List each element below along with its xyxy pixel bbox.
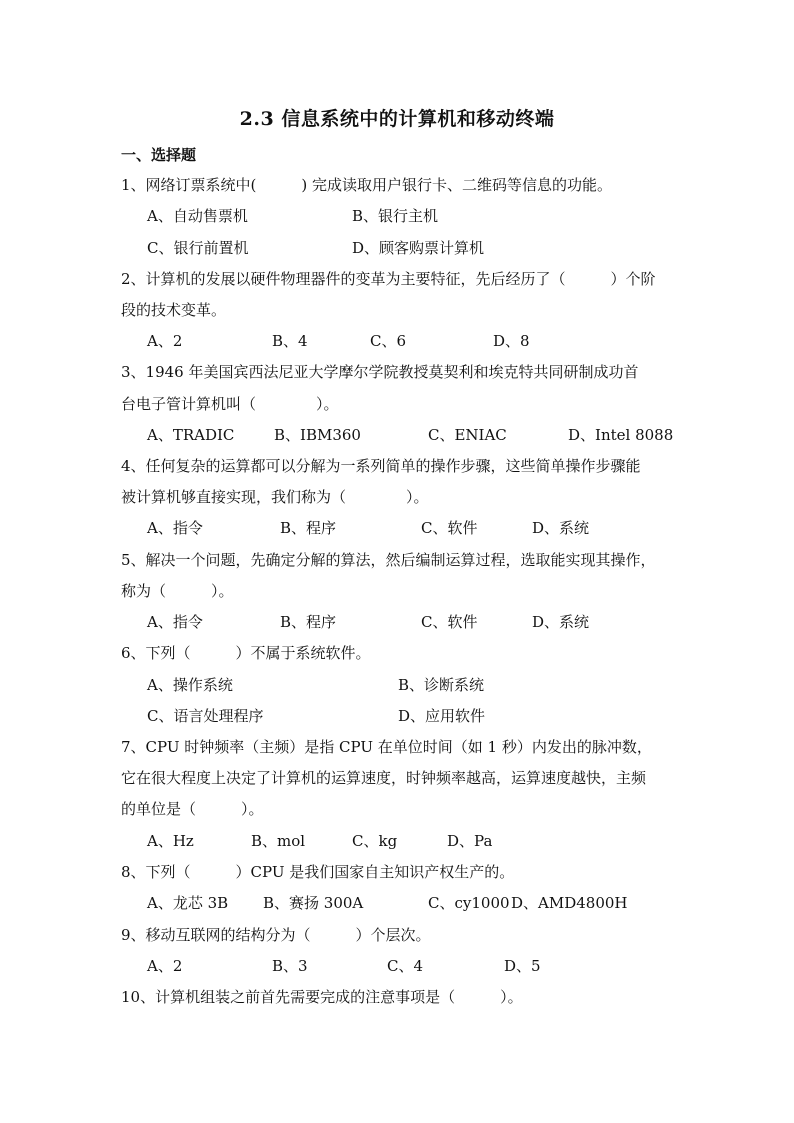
question-1-option-c: C、银行前置机 <box>147 239 249 257</box>
question-8-option-b: B、赛扬 300A <box>263 894 364 912</box>
question-6-option-c: C、语言处理程序 <box>147 707 264 725</box>
question-7-option-b: B、mol <box>251 832 306 850</box>
question-7-line-2: 它在很大程度上决定了计算机的运算速度，时钟频率越高，运算速度越快，主频 <box>121 769 647 787</box>
question-5-option-a: A、指令 <box>147 613 203 631</box>
question-7-option-d: D、Pa <box>447 832 493 850</box>
question-9-option-a: A、2 <box>147 957 183 975</box>
question-5-line-1: 5、解决一个问题，先确定分解的算法，然后编制运算过程，选取能实现其操作， <box>121 551 656 569</box>
question-9-option-b: B、3 <box>272 957 308 975</box>
question-1-option-b: B、银行主机 <box>352 207 439 225</box>
question-3-option-b: B、IBM360 <box>274 426 361 444</box>
question-2-option-b: B、4 <box>272 332 308 350</box>
question-10-line-1: 10、计算机组装之前首先需要完成的注意事项是（ ）。 <box>121 988 523 1006</box>
question-5-line-2: 称为（ ）。 <box>121 582 234 600</box>
question-2-option-c: C、6 <box>370 332 407 350</box>
question-7-option-c: C、kg <box>352 832 398 850</box>
question-4-line-2: 被计算机够直接实现，我们称为（ ）。 <box>121 488 429 506</box>
question-1-option-a: A、自动售票机 <box>147 207 248 225</box>
question-5-option-c: C、软件 <box>421 613 478 631</box>
question-2-line-1: 2、计算机的发展以硬件物理器件的变革为主要特征，先后经历了（ ）个阶 <box>121 270 656 288</box>
page-title: 2.3 信息系统中的计算机和移动终端 <box>239 108 555 130</box>
question-4-option-c: C、软件 <box>421 519 478 537</box>
question-8-option-a: A、龙芯 3B <box>147 894 229 912</box>
question-9-line-1: 9、移动互联网的结构分为（ ）个层次。 <box>121 926 431 944</box>
question-3-option-a: A、TRADIC <box>147 426 235 444</box>
question-5-option-b: B、程序 <box>280 613 337 631</box>
question-8-option-c: C、cy1000 <box>428 894 510 912</box>
question-7-option-a: A、Hz <box>147 832 194 850</box>
question-3-line-1: 3、1946 年美国宾西法尼亚大学摩尔学院教授莫契利和埃克特共同研制成功首 <box>121 363 639 381</box>
question-3-option-c: C、ENIAC <box>428 426 507 444</box>
question-4-line-1: 4、任何复杂的运算都可以分解为一系列简单的操作步骤，这些简单操作步骤能 <box>121 457 641 475</box>
question-9-option-d: D、5 <box>504 957 541 975</box>
question-2-option-a: A、2 <box>147 332 183 350</box>
question-3-line-2: 台电子管计算机叫（ ）。 <box>121 395 339 413</box>
question-8-option-d: D、AMD4800H <box>511 894 628 912</box>
question-8-line-1: 8、下列（ ）CPU 是我们国家自主知识产权生产的。 <box>121 863 515 881</box>
question-1-line-1: 1、网络订票系统中( ) 完成读取用户银行卡、二维码等信息的功能。 <box>121 176 613 194</box>
question-6-option-a: A、操作系统 <box>147 676 233 694</box>
question-1-option-d: D、顾客购票计算机 <box>352 239 485 257</box>
question-6-line-1: 6、下列（ ）不属于系统软件。 <box>121 644 371 662</box>
question-6-option-b: B、诊断系统 <box>398 676 485 694</box>
question-7-line-3: 的单位是（ ）。 <box>121 800 264 818</box>
question-4-option-a: A、指令 <box>147 519 203 537</box>
question-6-option-d: D、应用软件 <box>398 707 486 725</box>
question-2-option-d: D、8 <box>493 332 530 350</box>
question-4-option-d: D、系统 <box>532 519 590 537</box>
section-heading: 一、选择题 <box>121 146 197 164</box>
question-9-option-c: C、4 <box>387 957 424 975</box>
question-2-line-2: 段的技术变革。 <box>121 301 227 319</box>
question-4-option-b: B、程序 <box>280 519 337 537</box>
question-7-line-1: 7、CPU 时钟频率（主频）是指 CPU 在单位时间（如 1 秒）内发出的脉冲数， <box>121 738 652 756</box>
question-5-option-d: D、系统 <box>532 613 590 631</box>
question-3-option-d: D、Intel 8088 <box>568 426 674 444</box>
